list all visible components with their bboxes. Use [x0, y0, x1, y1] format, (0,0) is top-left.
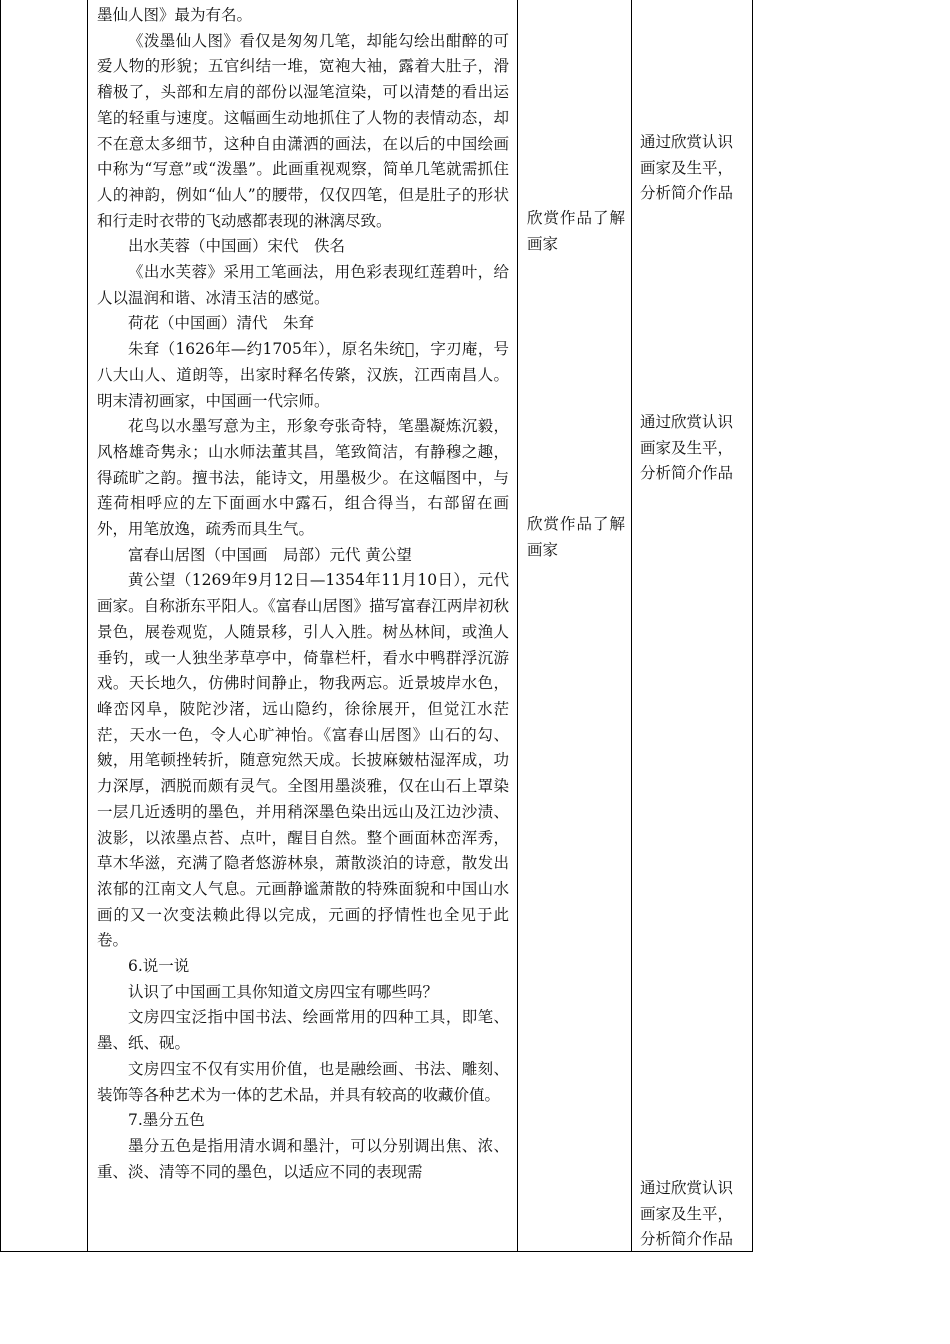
paragraph: 认识了中国画工具你知道文房四宝有哪些吗？	[128, 982, 439, 1001]
table-divider-3	[631, 0, 632, 1252]
paragraph: 《出水芙蓉》采用工笔画法，用色彩表现红莲碧叶，给人以温润和谐、冰清玉洁的感觉。	[97, 263, 509, 307]
section-heading: 7.墨分五色	[128, 1111, 205, 1130]
artwork-heading: 荷花（中国画）清代 朱耷	[128, 314, 315, 333]
teaching-content-column	[97, 3, 509, 1185]
artwork-heading: 出水芙蓉（中国画）宋代 佚名	[128, 237, 346, 256]
table-divider-2	[517, 0, 518, 1252]
artwork-heading: 富春山居图（中国画 局部）元代 黄公望	[128, 545, 412, 564]
paragraph: 文房四宝不仅有实用价值，也是融绘画、书法、雕刻、装饰等各种艺术为一体的艺术品，并具有较高的收藏价值。	[97, 1059, 509, 1104]
section-heading: 6.说一说	[128, 957, 190, 976]
paragraph: 文房四宝泛指中国书法、绘画常用的四种工具，即笔、墨、纸、砚。	[97, 1008, 509, 1053]
student-activity-note: 欣赏作品了解画家	[527, 515, 625, 559]
table-border-left	[0, 0, 1, 1252]
paragraph: 朱耷（1626年—约1705年），原名朱统𨨗，字刃庵，号八大山人、道朗等，出家时释名传綮，汉族，江西南昌人。明末清初画家，中国画一代宗师。	[97, 340, 509, 410]
paragraph: 墨仙人图》最为有名。	[97, 6, 253, 24]
paragraph: 黄公望（1269年9月12日—1354年11月10日），元代画家。自称浙东平阳人。《富春山居图》描写富春江两岸初秋景色，展卷观览，人随景移，引人入胜。树丛林间，或渔人垂钓，或一人独坐茅草亭中，倚靠栏杆，看水中鸭群浮沉游戏。天长地久，仿佛时间静止，物我两忘。近景坡岸水色，峰峦冈阜，陂陀沙渚，远山隐约，徐徐展开，但觉江水茫茫，天水一色，令人心旷神怡。《富春山居图》山石的勾、皴，用笔顿挫转折，随意宛然天成。长披麻皴枯湿浑成，功力深厚，洒脱而颇有灵气。全图用墨淡雅，仅在山石上罩染一层几近透明的墨色，并用稍深墨色染出远山及江边沙渍、波影，以浓墨点苔、点叶，醒目自然。整个画面林峦浑秀，草木华滋，充满了隐者悠游林泉，萧散淡泊的诗意，散发出浓郁的江南文人气息。元画静谧萧散的特殊面貌和中国山水画的又一次变法赖此得以完成，元画的抒情性也全见于此卷。	[97, 571, 509, 950]
design-intent-note: 通过欣赏认识画家及生平，分析简介作品	[640, 413, 734, 483]
table-border-right	[752, 0, 753, 1252]
table-divider-1	[87, 0, 88, 1252]
paragraph: 墨分五色是指用清水调和墨汁，可以分别调出焦、浓、重、淡、清等不同的墨色，以适应不同的表现需	[97, 1136, 509, 1181]
design-intent-note: 通过欣赏认识画家及生平，分析简介作品	[640, 133, 734, 203]
paragraph: 《泼墨仙人图》看仅是匆匆几笔，却能勾绘出酣醉的可爱人物的形貌；五官纠结一堆，宽袍大袖，露着大肚子，滑稽极了，头部和左肩的部份以湿笔渲染，可以清楚的看出运笔的轻重与速度。这幅画生动地抓住了人物的表情动态，却不在意太多细节，这种自由潇洒的画法，在以后的中国绘画中称为“写意”或“泼墨”。此画重视观察，简单几笔就需抓住人的神韵，例如“仙人”的腰带，仅仅四笔，但是肚子的形状和行走时衣带的飞动感都表现的淋漓尽致。	[97, 31, 509, 230]
design-intent-note: 通过欣赏认识画家及生平，分析简介作品	[640, 1179, 734, 1249]
paragraph: 花鸟以水墨写意为主，形象夸张奇特，笔墨凝炼沉毅，风格雄奇隽永；山水师法董其昌，笔致简洁，有静穆之趣，得疏旷之韵。擅书法，能诗文，用墨极少。在这幅图中，与莲荷相呼应的左下面画水中露石，组合得当，右部留在画外，用笔放逸，疏秀而具生气。	[97, 417, 509, 539]
student-activity-note: 欣赏作品了解画家	[527, 209, 625, 253]
